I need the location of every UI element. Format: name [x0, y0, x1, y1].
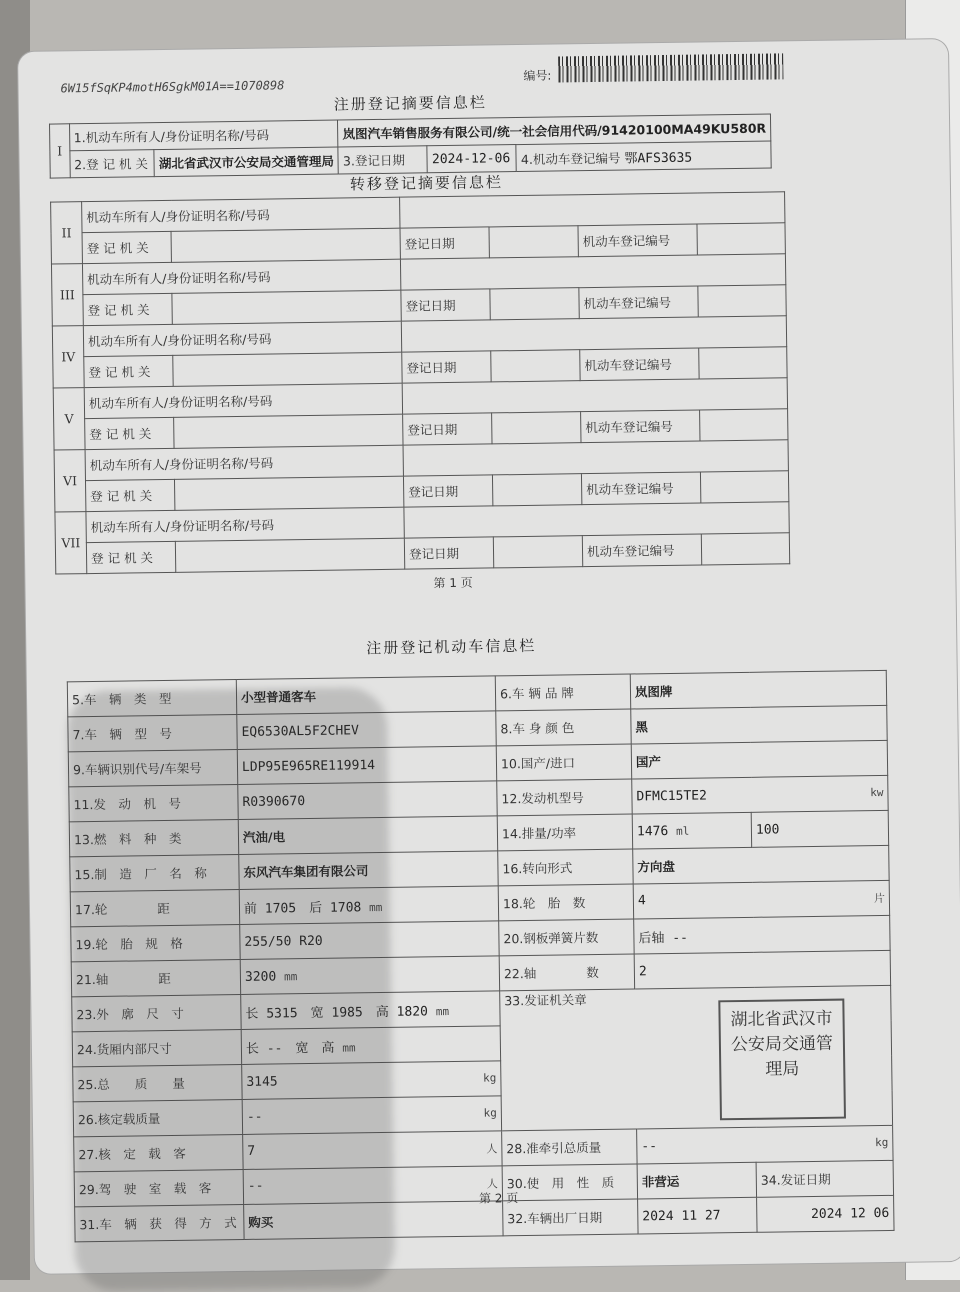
rear-label: 后 [309, 900, 323, 916]
row-number: I [50, 124, 70, 178]
issue-date-value: 2024 12 06 [757, 1195, 894, 1232]
factory-date-label: 32.车辆出厂日期 [503, 1199, 638, 1236]
authority-value [171, 228, 400, 262]
regno-value [698, 285, 786, 317]
page-number-2: 第 2 页 [478, 1191, 519, 1206]
date-label: 登记日期 [402, 351, 491, 383]
cargo-width-label: 宽 [295, 1040, 309, 1056]
number-label: 编号: [523, 68, 552, 83]
authority-value [173, 352, 402, 386]
leaf-spring-rear-label: 后轴 [638, 930, 665, 946]
rated-load-unit: kg [483, 1105, 497, 1120]
acquisition-value: 购买 [244, 1201, 503, 1240]
date-label: 登记日期 [403, 413, 492, 445]
displacement-label: 14.排量/功率 [497, 814, 632, 851]
acquisition-label: 31.车 辆 获 得 方 式 [75, 1204, 244, 1241]
owner-label: 机动车所有人/身份证明名称/号码 [82, 197, 400, 232]
displacement-number: 1476 [636, 823, 669, 839]
steering-label: 16.转向形式 [498, 849, 633, 886]
date-label: 登记日期 [403, 475, 492, 507]
authority-label: 2.登 记 机 关 [69, 150, 154, 178]
body-color-value: 黑 [631, 705, 887, 744]
regno-label: 机动车登记编号 [579, 286, 698, 319]
engine-number-label: 11.发 动 机 号 [69, 785, 238, 822]
regno-value [699, 347, 787, 379]
cargo-dims-label: 24.货厢内部尺寸 [72, 1029, 241, 1066]
transfer-summary-table [50, 191, 790, 574]
date-value [491, 350, 580, 382]
date-label: 3.登记日期 [338, 146, 427, 174]
date-value [492, 412, 581, 444]
power-value: 100 [751, 810, 888, 847]
regno-label: 机动车登记编号 [581, 410, 700, 443]
vehicle-info-title: 注册登记机动车信息栏 [366, 636, 537, 658]
towing-mass-label: 28.准牵引总质量 [502, 1129, 637, 1166]
document-serial: 6W15fSqKP4motH6SgkM01A==1070898 [60, 78, 285, 96]
date-value [489, 226, 578, 258]
cab-seats-label: 29.驾 驶 室 载 客 [74, 1169, 243, 1206]
barcode [558, 53, 783, 82]
authority-stamp: 湖北省武汉市公安局交通管理局 [718, 999, 846, 1121]
height-label: 高 [375, 1004, 389, 1020]
regno-value [701, 533, 789, 565]
owner-label: 机动车所有人/身份证明名称/号码 [83, 321, 401, 356]
manufacturer-label: 15.制 造 厂 名 称 [70, 854, 239, 891]
owner-label: 1.机动车所有人/身份证明名称/号码 [69, 120, 338, 151]
authority-label: 登 记 机 关 [85, 417, 174, 449]
rated-load-label: 26.核定载质量 [73, 1099, 242, 1136]
axle-count-label: 22.轴 数 [499, 954, 634, 991]
origin-value: 国产 [631, 740, 887, 779]
engine-number-value: R0390670 [238, 781, 497, 820]
gross-mass-number: 3145 [246, 1073, 278, 1090]
authority-label: 登 记 机 关 [84, 355, 173, 387]
length-value: 5315 [266, 1005, 298, 1022]
date-value [492, 474, 581, 506]
axle-count-value: 2 [634, 950, 890, 989]
authority-value [175, 538, 404, 572]
registration-summary-title: 注册登记摘要信息栏 [333, 93, 487, 114]
regno-label-text: 4.机动车登记编号 [520, 150, 621, 167]
usage-value: 非营运 [637, 1162, 756, 1199]
transfer-summary-title: 转移登记摘要信息栏 [349, 173, 504, 194]
date-value [490, 288, 579, 320]
engine-model-value [632, 775, 888, 814]
regno-label: 机动车登记编号 [580, 348, 699, 381]
tire-count-unit: 片 [873, 891, 885, 906]
leaf-spring-label: 20.钢板弹簧片数 [499, 919, 634, 956]
authority-value: 湖北省武汉市公安局交通管理局 [154, 147, 338, 177]
brand-value: 岚图牌 [630, 670, 886, 709]
width-value: 1985 [331, 1004, 363, 1021]
vehicle-type-label: 5.车 辆 类 型 [67, 680, 236, 717]
regno-value [700, 409, 788, 441]
front-label: 前 [243, 901, 258, 917]
row-number: II [51, 202, 83, 264]
towing-mass-value [637, 1125, 893, 1164]
regno-label: 机动车登记编号 [578, 224, 697, 257]
date-label: 登记日期 [401, 289, 490, 321]
hand-shadow [67, 687, 395, 1291]
factory-date-value: 2024 11 27 [638, 1197, 757, 1234]
gross-mass-label: 25.总 质 量 [73, 1064, 242, 1101]
fuel-label: 13.燃 料 种 类 [69, 819, 238, 856]
date-label: 登记日期 [400, 227, 489, 259]
manufacturer-value: 东风汽车集团有限公司 [239, 851, 498, 890]
tire-count-value [633, 880, 889, 919]
usage-label: 30.使 用 性 质 [502, 1164, 637, 1201]
registration-certificate [18, 39, 960, 1274]
gross-mass-unit: kg [483, 1070, 497, 1085]
towing-mass-unit: kg [874, 1135, 889, 1149]
leaf-spring-number: -- [672, 930, 689, 946]
vehicle-type-value: 小型普通客车 [236, 676, 495, 715]
owner-value: 岚图汽车销售服务有限公司/统一社会信用代码/91420100MA49KU580R [338, 114, 771, 147]
vin-label: 9.车辆识别代号/车架号 [68, 750, 237, 787]
date-value [493, 536, 582, 568]
authority-label: 登 记 机 关 [85, 479, 174, 511]
width-label: 宽 [310, 1005, 324, 1021]
cargo-length-label: 长 [245, 1041, 260, 1057]
wheelbase-number: 3200 [244, 968, 277, 985]
tire-count-number: 4 [637, 893, 646, 909]
issuing-authority-label: 33.发证机关章 [504, 992, 587, 1009]
wheelbase-label: 21.轴 距 [71, 959, 240, 996]
tire-spec-label: 19.轮 胎 规 格 [71, 924, 240, 961]
authority-label: 登 记 机 关 [82, 231, 171, 263]
authority-label: 登 记 机 关 [86, 541, 175, 573]
authority-label: 登 记 机 关 [83, 293, 172, 325]
issue-date-cell [756, 1160, 893, 1197]
tire-spec-value: 255/50 R20 [240, 921, 499, 960]
regno-value [697, 223, 785, 255]
rear-track: 1708 [329, 899, 362, 916]
authority-value [174, 414, 403, 448]
length-label: 长 [245, 1006, 259, 1022]
regno-label: 机动车登记编号 [582, 534, 701, 567]
regno-value: 鄂AFS3635 [624, 150, 693, 167]
row-number: III [51, 264, 83, 326]
authority-value [174, 476, 403, 510]
towing-mass-number: -- [641, 1138, 658, 1154]
power-unit: kw [870, 785, 884, 799]
owner-label: 机动车所有人/身份证明名称/号码 [85, 445, 403, 480]
cab-seats-number: -- [247, 1178, 264, 1194]
cab-seats-unit: 人 [486, 1177, 498, 1191]
regno-label [516, 141, 771, 172]
body-color-label: 8.车 身 颜 色 [496, 709, 631, 746]
origin-label: 10.国产/进口 [496, 744, 631, 781]
seats-label: 27.核 定 载 客 [74, 1134, 243, 1171]
leaf-spring-value [634, 915, 890, 954]
dims-unit: mm [435, 1004, 450, 1018]
page-number-1: 第 1 页 [433, 575, 473, 591]
owner-label: 机动车所有人/身份证明名称/号码 [84, 383, 402, 418]
date-label: 登记日期 [404, 537, 493, 569]
date-value: 2024-12-06 [427, 145, 516, 173]
wheelbase-unit: mm [283, 969, 298, 983]
row-number: V [53, 388, 85, 450]
engine-model-text: DFMC15TE2 [636, 787, 708, 804]
owner-label: 机动车所有人/身份证明名称/号码 [86, 507, 404, 542]
fuel-value: 汽油/电 [238, 816, 497, 855]
vin-value: LDP95E965RE119914 [237, 746, 496, 785]
row-number: VI [54, 450, 86, 512]
track-unit: mm [369, 900, 383, 914]
displacement-value [632, 812, 751, 849]
cargo-dims-unit: mm [342, 1040, 356, 1055]
brand-label: 6.车 辆 品 牌 [495, 674, 630, 711]
cargo-dims-number: -- [266, 1040, 283, 1057]
front-track: 1705 [264, 900, 297, 917]
model-value: EQ6530AL5F2CHEV [237, 711, 496, 750]
row-number: IV [52, 326, 84, 388]
authority-value [172, 290, 401, 324]
issue-date-label: 34.发证日期 [760, 1171, 831, 1188]
height-value: 1820 [396, 1003, 429, 1020]
overall-dims-label: 23.外 廓 尺 寸 [72, 994, 241, 1031]
seats-unit: 人 [486, 1142, 498, 1156]
steering-value: 方向盘 [633, 845, 889, 884]
engine-model-label: 12.发动机型号 [497, 779, 632, 816]
cargo-height-label: 高 [321, 1040, 335, 1056]
regno-label: 机动车登记编号 [581, 472, 700, 505]
displacement-unit: ml [675, 824, 690, 838]
regno-value [700, 471, 788, 503]
owner-label: 机动车所有人/身份证明名称/号码 [82, 259, 400, 294]
tire-count-label: 18.轮 胎 数 [498, 884, 633, 921]
row-number: VII [55, 512, 87, 574]
seats-number: 7 [247, 1143, 256, 1159]
track-label: 17.轮 距 [70, 889, 239, 926]
rated-load-number: -- [246, 1109, 263, 1125]
model-label: 7.车 辆 型 号 [68, 715, 237, 752]
registration-summary-table [49, 113, 772, 178]
